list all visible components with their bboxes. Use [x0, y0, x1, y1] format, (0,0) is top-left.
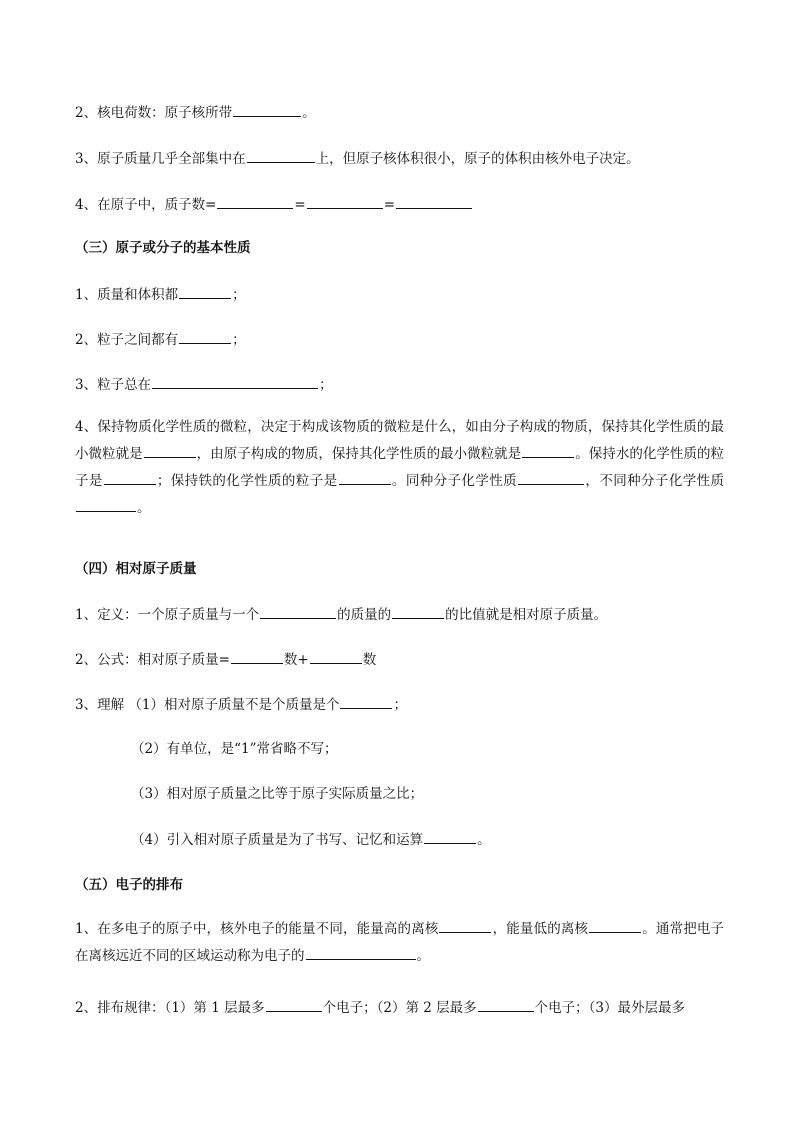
- text: 2、排布规律：（1）第 1 层最多: [75, 1000, 265, 1016]
- answer-blank[interactable]: [424, 829, 476, 844]
- answer-blank[interactable]: [392, 604, 444, 619]
- answer-blank[interactable]: [152, 374, 318, 389]
- answer-blank[interactable]: [522, 443, 574, 458]
- arrangement-rules-line: [75, 997, 724, 1018]
- text: 4、保持物质化学性质的微粒，决定于构成该物质的微粒是什么，如由分子构成的物质，保持其化学性质的最小微粒就是: [75, 419, 724, 462]
- text: 的比值就是相对原子质量。: [445, 607, 608, 623]
- text: ；: [232, 332, 246, 348]
- property-4-paragraph: [75, 414, 724, 522]
- property-3-line: [75, 374, 724, 395]
- understanding-1-line: [75, 694, 724, 715]
- property-1-line: [75, 284, 724, 305]
- text: ；: [393, 697, 407, 713]
- answer-blank[interactable]: [247, 148, 315, 163]
- answer-blank[interactable]: [104, 470, 156, 485]
- answer-blank[interactable]: [439, 918, 491, 933]
- electron-energy-paragraph: [75, 916, 724, 970]
- answer-blank[interactable]: [340, 694, 392, 709]
- answer-blank[interactable]: [310, 649, 362, 664]
- text: 4、在原子中，质子数=: [75, 197, 217, 213]
- section-5-heading: （五）电子的排布: [75, 877, 183, 893]
- section-4-heading: （四）相对原子质量: [75, 561, 197, 577]
- answer-blank[interactable]: [478, 997, 534, 1012]
- text: =: [294, 197, 306, 213]
- text: 。: [302, 105, 316, 121]
- answer-blank[interactable]: [144, 443, 196, 458]
- answer-blank[interactable]: [339, 470, 391, 485]
- text: 3、粒子总在: [75, 377, 152, 393]
- answer-blank[interactable]: [217, 194, 293, 209]
- proton-number-line: [75, 194, 724, 215]
- text: 。保持水的化学性质的粒子是: [75, 446, 725, 489]
- text: 2、公式：相对原子质量=: [75, 652, 230, 668]
- property-2-line: [75, 329, 724, 350]
- answer-blank[interactable]: [306, 945, 416, 960]
- answer-blank[interactable]: [179, 284, 231, 299]
- text: ；: [319, 377, 333, 393]
- nuclear-charge-line: [75, 102, 724, 123]
- text: 的质量的: [337, 607, 392, 623]
- text: ，能量低的离核: [492, 921, 589, 937]
- answer-blank[interactable]: [589, 918, 641, 933]
- text: 3、理解 （1）相对原子质量不是个质量是个: [75, 697, 340, 713]
- text: 1、在多电子的原子中，核外电子的能量不同，能量高的离核: [75, 921, 439, 937]
- text: 个电子；（2）第 2 层最多: [322, 1000, 477, 1016]
- text: ，由原子构成的物质，保持其化学性质的最小微粒就是: [196, 446, 522, 462]
- text: 数: [362, 652, 377, 668]
- answer-blank[interactable]: [233, 102, 301, 117]
- text: 上，但原子核体积很小，原子的体积由核外电子决定。: [315, 151, 640, 167]
- text: =: [383, 197, 396, 213]
- text: 。同种分子化学性质: [391, 473, 518, 489]
- answer-blank[interactable]: [260, 604, 336, 619]
- answer-blank[interactable]: [179, 329, 231, 344]
- answer-blank[interactable]: [76, 497, 136, 512]
- answer-blank[interactable]: [396, 194, 472, 209]
- understanding-3-line: （3）相对原子质量之比等于原子实际质量之比；: [131, 786, 424, 802]
- answer-blank[interactable]: [518, 470, 584, 485]
- text: 1、定义：一个原子质量与一个: [75, 607, 260, 623]
- text: ；保持铁的化学性质的粒子是: [156, 473, 338, 489]
- section-3-heading: （三）原子或分子的基本性质: [75, 240, 251, 256]
- text: 2、核电荷数：原子核所带: [75, 105, 233, 121]
- answer-blank[interactable]: [266, 997, 322, 1012]
- text: ；: [232, 287, 246, 303]
- answer-blank[interactable]: [231, 649, 283, 664]
- text: 。: [137, 500, 151, 516]
- text: 3、原子质量几乎全部集中在: [75, 151, 246, 167]
- understanding-4-line: [131, 829, 724, 850]
- answer-blank[interactable]: [307, 194, 383, 209]
- definition-line: [75, 604, 724, 625]
- text: 1、质量和体积都: [75, 287, 179, 303]
- text: 。: [477, 832, 491, 848]
- text: 个电子；（3）最外层最多: [534, 1000, 685, 1016]
- text: 。通常把电子在离核远近不同的区域运动称为电子的: [75, 921, 725, 964]
- text: ，不同种分子化学性质: [585, 473, 725, 489]
- formula-line: [75, 649, 724, 670]
- text: 数+: [283, 652, 309, 668]
- atom-mass-line: [75, 148, 724, 169]
- text: 2、粒子之间都有: [75, 332, 179, 348]
- text: 。: [416, 948, 430, 964]
- understanding-2-line: （2）有单位，是“1”常省略不写；: [131, 741, 338, 757]
- text: （4）引入相对原子质量是为了书写、记忆和运算: [131, 832, 424, 848]
